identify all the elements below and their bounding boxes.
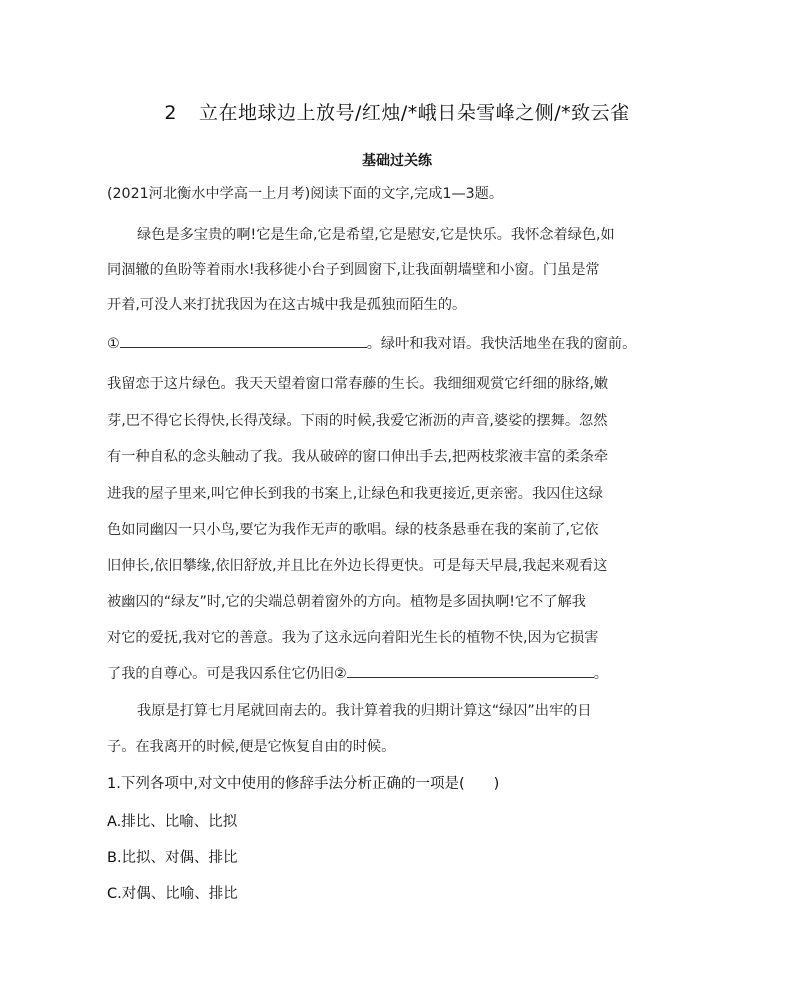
source-line: (2021河北衡水中学高一上月考)阅读下面的文字,完成1—3题。 [107,186,504,202]
passage-line-with-blank-2 [107,663,608,683]
section-title: 基础过关练 [362,153,432,169]
blank-marker-2: ② [334,666,347,682]
passage-line: 我原是打算七月尾就回南去的。我计算着我的归期计算这“绿囚”出牢的日 [137,703,592,719]
passage-line: 开着,可没人来打扰我因为在这古城中我是孤独而陌生的。 [107,297,467,313]
passage-text: 。绿叶和我对语。我快活地坐在我的窗前。 [366,336,637,352]
lesson-title [0,98,794,125]
option-b[interactable]: B.比拟、对偶、排比 [107,850,238,866]
passage-line: 子。在我离开的时候,便是它恢复自由的时候。 [107,739,396,755]
passage-line: 我留恋于这片绿色。我天天望着窗口常春藤的生长。我细细观赏它纤细的脉络,嫩 [107,376,609,392]
option-a[interactable]: A.排比、比喻、比拟 [107,814,238,830]
option-c[interactable]: C.对偶、比喻、排比 [107,886,238,902]
passage-line: 有一种自私的念头触动了我。我从破碎的窗口伸出手去,把两枝浆液丰富的柔条牵 [107,449,609,465]
passage-line: 对它的爱抚,我对它的善意。我为了这永远向着阳光生长的植物不快,因为它损害 [107,630,599,646]
passage-text: 。 [593,666,608,682]
fill-blank-2[interactable] [347,663,594,678]
passage-line: 芽,巴不得它长得快,长得茂绿。下雨的时候,我爱它淅沥的声音,婆娑的摆舞。忽然 [107,413,608,429]
question-1-stem: 1.下列各项中,对文中使用的修辞手法分析正确的一项是( ) [107,776,500,792]
lesson-title-text: 立在地球边上放号/红烛/*峨日朵雪峰之侧/*致云雀 [198,102,630,124]
passage-text: 了我的自尊心。可是我囚系住它仍旧 [107,666,335,682]
passage-line: 旧伸长,依旧攀缘,依旧舒放,并且比在外边长得更快。可是每天早晨,我起来观看这 [107,558,608,574]
passage-line: 绿色是多宝贵的啊!它是生命,它是希望,它是慰安,它是快乐。我怀念着绿色,如 [137,227,615,243]
passage-line: 同涸辙的鱼盼等着雨水!我移徙小台子到圆窗下,让我面朝墙壁和小窗。门虽是常 [107,262,600,278]
passage-line: 被幽囚的“绿友”时,它的尖端总朝着窗外的方向。植物是多固执啊!它不了解我 [107,594,586,610]
blank-marker-1: ① [107,336,120,352]
fill-blank-1[interactable] [120,333,367,348]
lesson-number: 2 [164,102,177,124]
passage-line: 进我的屋子里来,叫它伸长到我的书案上,让绿色和我更接近,更亲密。我囚住这绿 [107,486,603,502]
passage-line: 色如同幽囚一只小鸟,要它为我作无声的歌唱。绿的枝条悬垂在我的案前了,它依 [107,522,599,538]
passage-line-with-blank-1 [107,333,636,353]
